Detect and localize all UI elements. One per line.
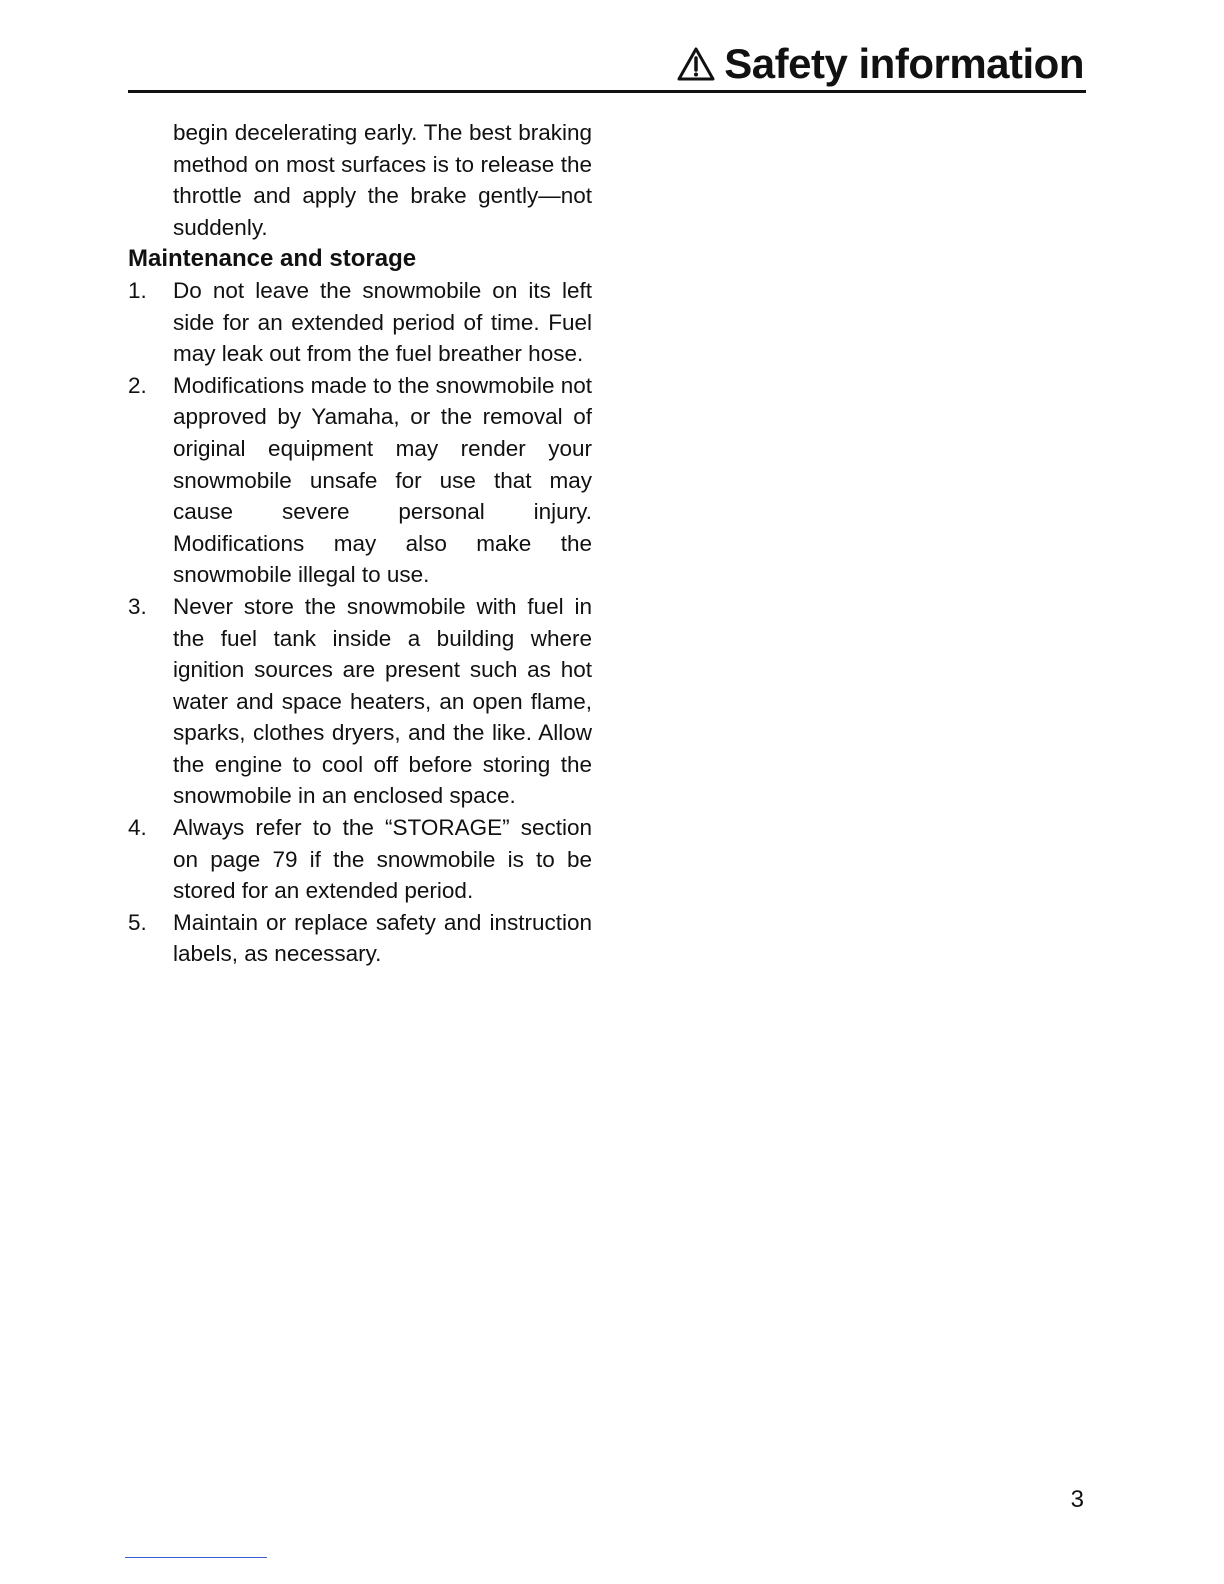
list-item-text: Never store the snowmobile with fuel in the fuel tank inside a building where ignition sources are present such as hot water and space heaters, an open flame, sparks, clothes dryers, and the like. Allow the engine to cool off before storing the snowmobile in an enclosed space. [173, 593, 592, 809]
list-item [128, 812, 592, 907]
text-column [128, 117, 592, 970]
page-title: Safety information [724, 40, 1084, 87]
section-heading: Maintenance and storage [128, 245, 417, 273]
list-item-number: 3. [128, 593, 147, 619]
header-title-group [676, 38, 1084, 90]
numbered-list [128, 275, 592, 970]
page-number: 3 [1070, 1486, 1084, 1513]
page-header [128, 38, 1086, 93]
list-item [128, 907, 592, 970]
list-item-text: Always refer to the “STORAGE” section on page 79 if the snowmobile is to be stored for an extended period. [173, 815, 592, 904]
list-item-number: 5. [128, 909, 147, 935]
footer-rule [125, 1557, 267, 1558]
continuation-paragraph: begin decelerating early. The best braking method on most surfaces is to release the throttle and apply the brake gently—not suddenly. [173, 120, 592, 240]
list-item-text: Do not leave the snowmobile on its left side for an extended period of time. Fuel may leak out from the fuel breather hose. [173, 277, 592, 367]
list-item-number: 2. [128, 372, 147, 398]
warning-triangle-icon [676, 46, 716, 82]
list-item-number: 4. [128, 815, 147, 841]
list-item [128, 591, 592, 812]
list-item-text: Modifications made to the snowmobile not approved by Yamaha, or the removal of original equipment may render your snowmobile unsafe for use that may cause severe personal injury. Modifications may also make the snowmobile illegal to use. [173, 372, 592, 588]
list-item-number: 1. [128, 277, 147, 303]
list-item [128, 275, 592, 370]
list-item [128, 370, 592, 591]
list-item-text: Maintain or replace safety and instruction labels, as necessary. [173, 909, 592, 967]
